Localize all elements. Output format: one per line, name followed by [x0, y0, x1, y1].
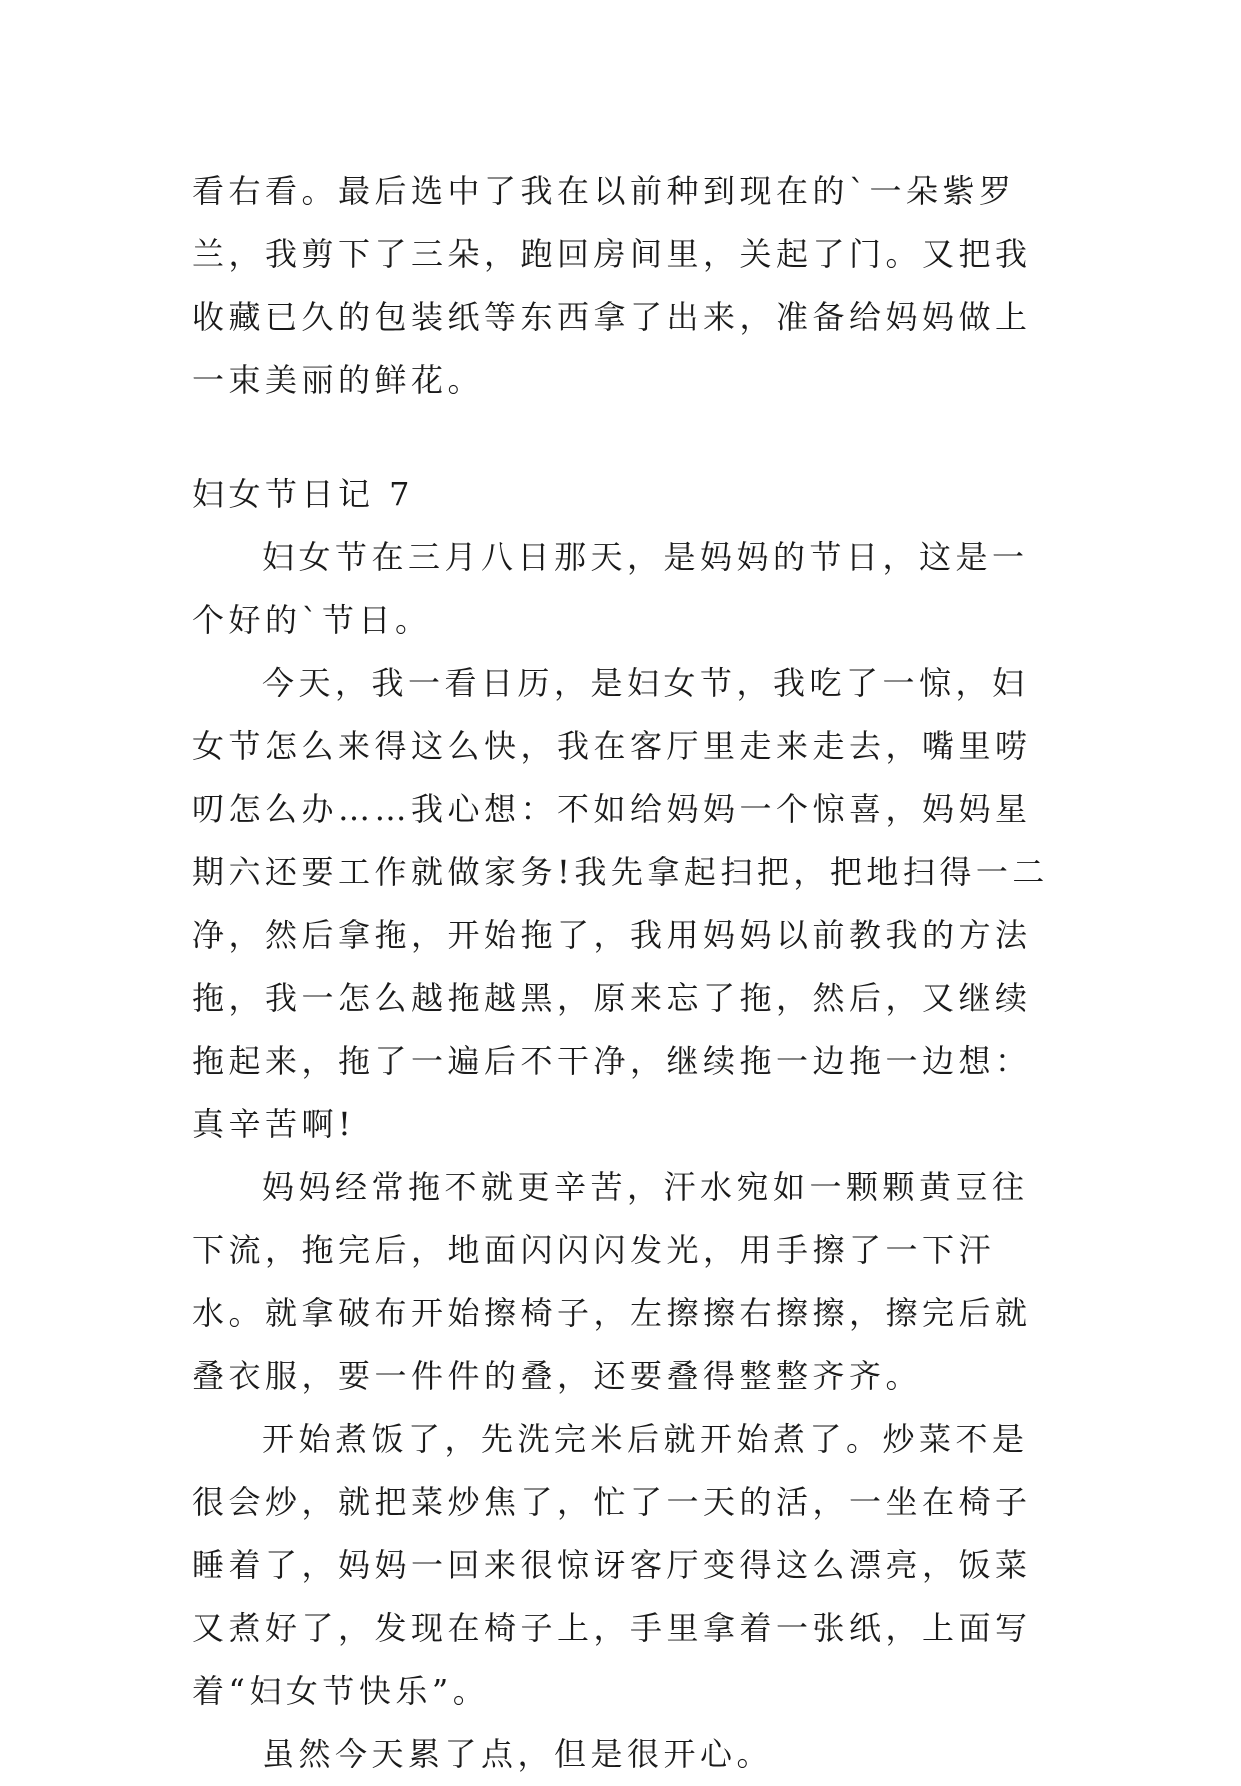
section-title: 妇女节日记 7	[192, 475, 415, 513]
document-body	[192, 160, 1052, 1786]
paragraph: 开始煮饭了，先洗完米后就开始煮了。炒菜不是很会炒，就把菜炒焦了，忙了一天的活，一坐在椅子睡着了，妈妈一回来很惊讶客厅变得这么漂亮，饭菜又煮好了，发现在椅子上，手里拿着一张纸，上面写着“妇女节快乐”。	[192, 1420, 1032, 1710]
intro-paragraph: 看右看。最后选中了我在以前种到现在的`一朵紫罗兰，我剪下了三朵，跑回房间里，关起了门。又把我收藏已久的包装纸等东西拿了出来，准备给妈妈做上一束美丽的鲜花。	[192, 172, 1032, 399]
paragraph: 虽然今天累了点，但是很开心。	[262, 1735, 774, 1773]
paragraph: 妇女节在三月八日那天，是妈妈的节日，这是一个好的`节日。	[192, 538, 1029, 639]
paragraph: 妈妈经常拖不就更辛苦，汗水宛如一颗颗黄豆往下流，拖完后，地面闪闪闪发光，用手擦了一下汗水。就拿破布开始擦椅子，左擦擦右擦擦，擦完后就叠衣服，要一件件的叠，还要叠得整整齐齐。	[192, 1168, 1032, 1395]
paragraph: 今天，我一看日历，是妇女节，我吃了一惊，妇女节怎么来得这么快，我在客厅里走来走去，嘴里唠叨怎么办……我心想：不如给妈妈一个惊喜，妈妈星期六还要工作就做家务!我先拿起扫把，把地扫得一二净，然后拿拖，开始拖了，我用妈妈以前教我的方法拖，我一怎么越拖越黑，原来忘了拖，然后，又继续拖起来，拖了一遍后不干净，继续拖一边拖一边想：真辛苦啊!	[192, 664, 1049, 1143]
